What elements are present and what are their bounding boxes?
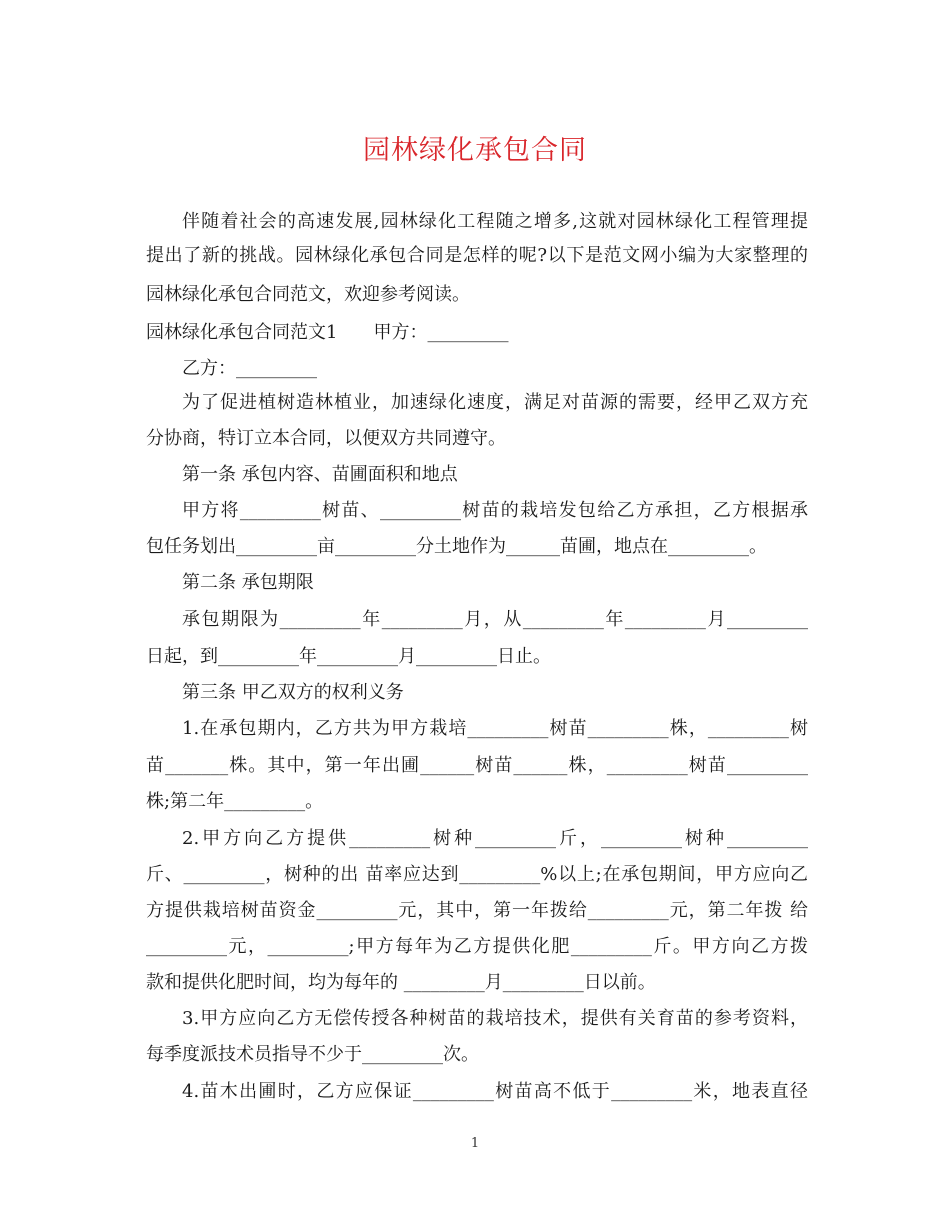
- paragraph-line: 斤、_________，树种的出 苗率应达到_________%以上;在承包期间，甲方应向乙: [146, 864, 808, 885]
- paragraph-line: 3.甲方应向乙方无偿传授各种树苗的栽培技术，提供有关育苗的参考资料，: [182, 1008, 808, 1029]
- paragraph-line: 每季度派技术员指导不少于_________次。: [146, 1044, 479, 1065]
- paragraph-line: 包任务划出_________亩_________分土地作为______苗圃，地点在_________。: [146, 536, 767, 557]
- paragraph-line: 日起，到_________年_________月_________日止。: [146, 646, 551, 667]
- paragraph-line: _________元，_________;甲方每年为乙方提供化肥_________斤。甲方向乙方拨: [146, 936, 808, 957]
- paragraph-line: 株;第二年_________。: [146, 791, 324, 812]
- section-heading: 第二条 承包期限: [182, 572, 314, 593]
- paragraph-line: 2.甲方向乙方提供_________树种_________斤，_________树种_________: [182, 828, 808, 849]
- paragraph-line: 园林绿化承包合同范文1 甲方：_________: [146, 322, 509, 343]
- paragraph-line: 园林绿化承包合同范文，欢迎参考阅读。: [146, 284, 470, 305]
- paragraph-line: 分协商，特订立本合同，以便双方共同遵守。: [146, 428, 506, 449]
- paragraph-line: 苗_______株。其中，第一年出圃______树苗______株，_________树苗_________: [146, 755, 808, 776]
- paragraph-line: 乙方：_________: [182, 358, 317, 379]
- paragraph-line: 为了促进植树造林植业，加速绿化速度，满足对苗源的需要，经甲乙双方充: [182, 392, 808, 413]
- paragraph-line: 款和提供化肥时间，均为每年的 _________月_________日以前。: [146, 972, 656, 993]
- document-title: 园林绿化承包合同: [363, 135, 587, 166]
- paragraph-line: 伴随着社会的高速发展,园林绿化工程随之增多,这就对园林绿化工程管理提: [182, 211, 808, 232]
- section-heading: 第一条 承包内容、苗圃面积和地点: [182, 464, 458, 485]
- paragraph-line: 方提供栽培树苗资金_________元，其中，第一年拨给_________元，第二年拨 给: [146, 900, 808, 921]
- paragraph-line: 提出了新的挑战。园林绿化承包合同是怎样的呢?以下是范文网小编为大家整理的: [146, 245, 808, 266]
- paragraph-line: 承包期限为_________年_________月，从_________年_________月_________: [182, 609, 808, 630]
- paragraph-line: 1.在承包期内，乙方共为甲方栽培_________树苗_________株，_________树: [182, 718, 808, 739]
- page-number: 1: [470, 1136, 480, 1151]
- section-heading: 第三条 甲乙双方的权利义务: [182, 682, 404, 703]
- paragraph-line: 4.苗木出圃时，乙方应保证_________树苗高不低于_________米，地表直径: [182, 1081, 808, 1102]
- paragraph-line: 甲方将_________树苗、_________树苗的栽培发包给乙方承担，乙方根据承: [182, 500, 808, 521]
